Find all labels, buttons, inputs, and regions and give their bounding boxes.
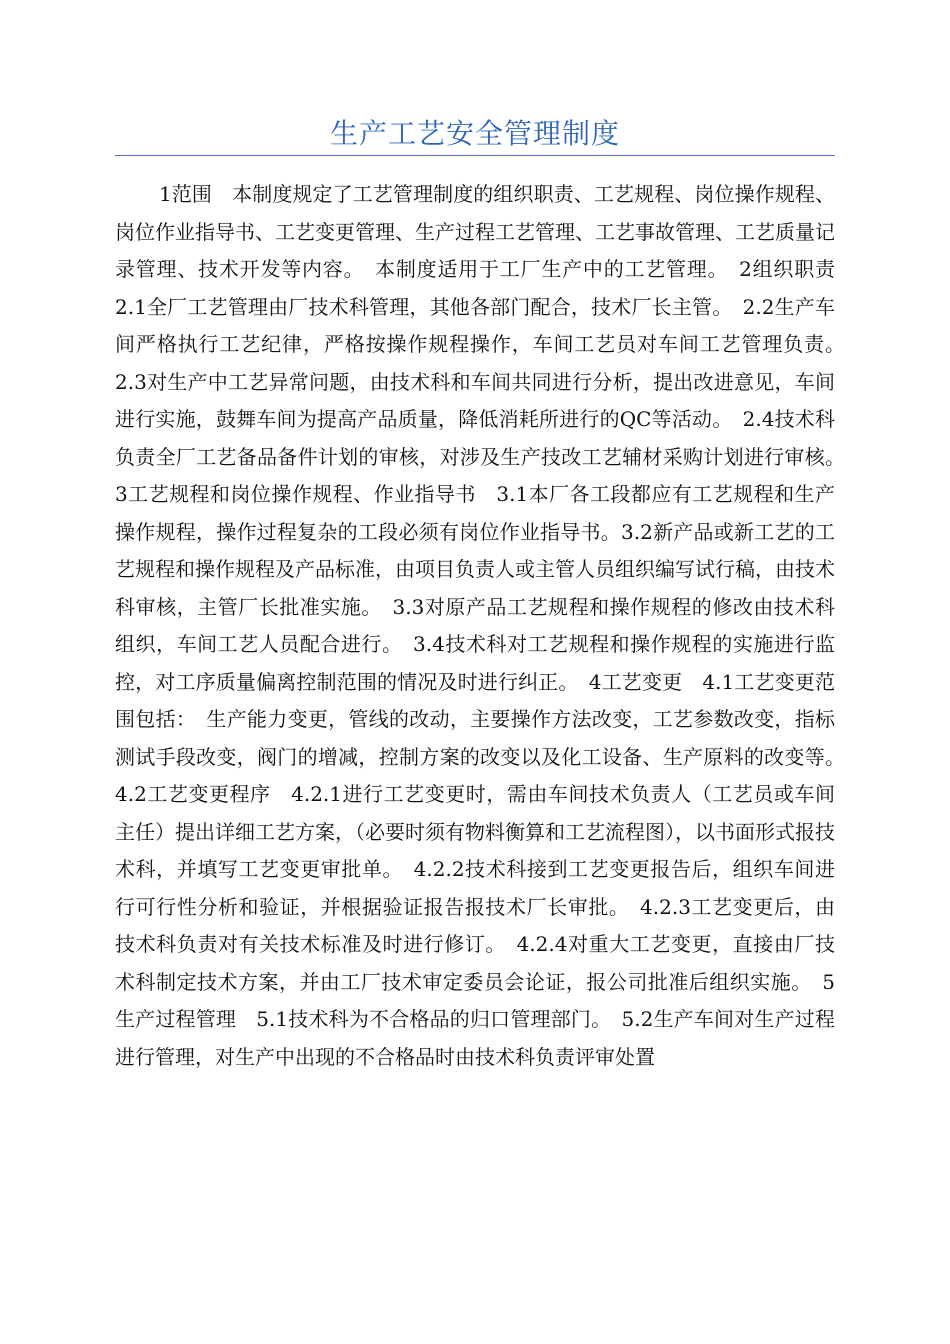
document-title: 生产工艺安全管理制度	[329, 117, 620, 150]
title-underline	[115, 155, 835, 156]
document-body: 1范围 本制度规定了工艺管理制度的组织职责、工艺规程、岗位操作规程、岗位作业指导书、工艺变更管理、生产过程工艺管理、工艺事故管理、工艺质量记录管理、技术开发等内容。 本制度适用于工厂生产中的工艺管理。 2组织职责 2.1全厂工艺管理由厂技术科管理，其他各部门配合，技术厂长主管。 2.2生产车间严格执行工艺纪律，严格按操作规程操作，车间工艺员对车间工艺管理负责。 2.3对生产中工艺异常问题，由技术科和车间共同进行分析，提出改进意见，车间进行实施，鼓舞车间为提高产品质量，降低消耗所进行的QC等活动。 2.4技术科负责全厂工艺备品备件计划的审核，对涉及生产技改工艺辅材采购计划进行审核。 3工艺规程和岗位操作规程、作业指导书 3.1本厂各工段都应有工艺规程和生产操作规程，操作过程复杂的工段必须有岗位作业指导书。3.2新产品或新工艺的工艺规程和操作规程及产品标准，由项目负责人或主管人员组织编写试行稿，由技术科审核，主管厂长批准实施。 3.3对原产品工艺规程和操作规程的修改由技术科组织，车间工艺人员配合进行。 3.4技术科对工艺规程和操作规程的实施进行监控，对工序质量偏离控制范围的情况及时进行纠正。 4工艺变更 4.1工艺变更范围包括： 生产能力变更，管线的改动，主要操作方法改变，工艺参数改变，指标测试手段改变，阀门的增减，控制方案的改变以及化工设备、生产原料的改变等。 4.2工艺变更程序 4.2.1进行工艺变更时，需由车间技术负责人（工艺员或车间主任）提出详细工艺方案，（必要时须有物料衡算和工艺流程图），以书面形式报技术科，并填写工艺变更审批单。 4.2.2技术科接到工艺变更报告后，组织车间进行可行性分析和验证，并根据验证报告报技术厂长审批。 4.2.3工艺变更后，由技术科负责对有关技术标准及时进行修订。 4.2.4对重大工艺变更，直接由厂技术科制定技术方案，并由工厂技术审定委员会论证，报公司批准后组织实施。 5生产过程管理 5.1技术科为不合格品的归口管理部门。 5.2生产车间对生产过程进行管理，对生产中出现的不合格品时由技术科负责评审处置	[115, 182, 855, 1069]
